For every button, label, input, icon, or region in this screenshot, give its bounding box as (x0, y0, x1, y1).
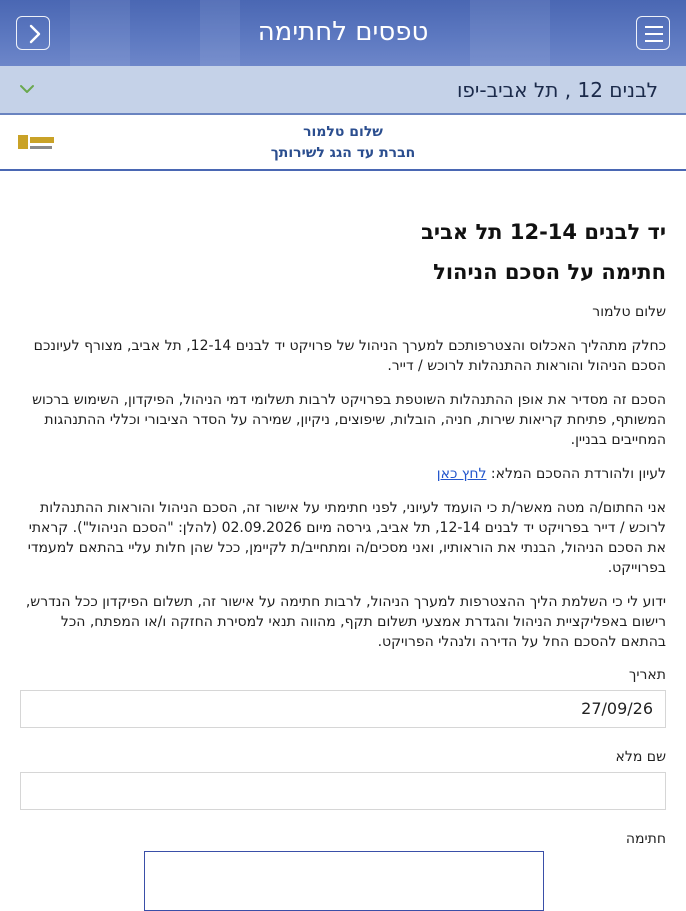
project-name: לבנים 12 , תל אביב-יפו (456, 78, 658, 102)
project-selector[interactable] (0, 66, 686, 115)
document-title: יד לבנים 12-14 תל אביב (421, 220, 666, 244)
fullname-label: שם מלא (615, 749, 666, 765)
salutation: שלום טלמור (592, 304, 666, 320)
menu-button[interactable] (636, 16, 670, 50)
company-bar (0, 116, 686, 171)
app-header (0, 0, 686, 66)
paragraph-declaration: אני החתום/ה מטה מאשר/ת כי הועמד לעיוני, לפני חתימתי על אישור זה, הסכם הניהול והוראות ההתנהלות לרוכש / דייר בפרויקט יד לבנים 12-14, תל אביב, גירסה מיום 02.09.2026 (להלן: "הסכם הניהול"). קראתי את הסכם הניהול, הבנתי את הוראותיו, ואני מסכים/ה ומתחייב/ת לקיימן, ככל שהן חלות עליי בהתאם למעמדי בפרוייקט. (27, 500, 666, 576)
date-field[interactable]: 27/09/26 (20, 690, 666, 728)
document-subtitle: חתימה על הסכם הניהול (433, 260, 666, 284)
signature-label: חתימה (625, 831, 666, 847)
download-link[interactable]: לחץ כאן (436, 466, 487, 482)
signature-pad[interactable] (144, 851, 544, 911)
fullname-field[interactable] (20, 772, 666, 810)
paragraph-intro: כחלק מתהליך האכלוס והצטרפותכם למערך הניהול של פרויקט יד לבנים 12-14, תל אביב, מצורף לעיונכם הסכם הניהול והוראות ההתנהלות לרוכש / דייר. (33, 338, 666, 374)
company-name: חברת עד הגג לשירותך (270, 145, 416, 161)
paragraph-scope: הסכם זה מסדיר את אופן ההתנהלות השוטפת בפרויקט לרבות תשלומי דמי הניהול, הפיקדון, השימוש ברכוש המשותף, פתיחת קריאות שירות, חניה, הובלות, שיפוצים, ניקיון, שמירה על הסדר הציבורי וכללי ההתנהגות המחייבים בבניין. (32, 392, 666, 448)
hamburger-icon (637, 17, 671, 51)
date-label: תאריך (628, 667, 666, 683)
user-greeting: שלום טלמור (303, 124, 383, 140)
page-title: טפסים לחתימה (257, 17, 429, 47)
document-content (20, 214, 666, 854)
paragraph-conditions: ידוע לי כי השלמת הליך ההצטרפות למערך הניהול, לרבות חתימה על אישור זה, תשלום הפיקדון ככל הנדרש, רישום באפליקציית הניהול והגדרת אמצעי תשלום תקף, מהווה תנאי למסירת החזקה ו/או המפתח, הכל בהתאם להסכם החל על הדירה ולנהלי הפרויקט. (25, 594, 666, 650)
download-label: לעיון ולהורדת ההסכם המלא: (490, 466, 666, 482)
chevron-down-icon[interactable] (18, 80, 36, 98)
download-line (20, 464, 666, 484)
